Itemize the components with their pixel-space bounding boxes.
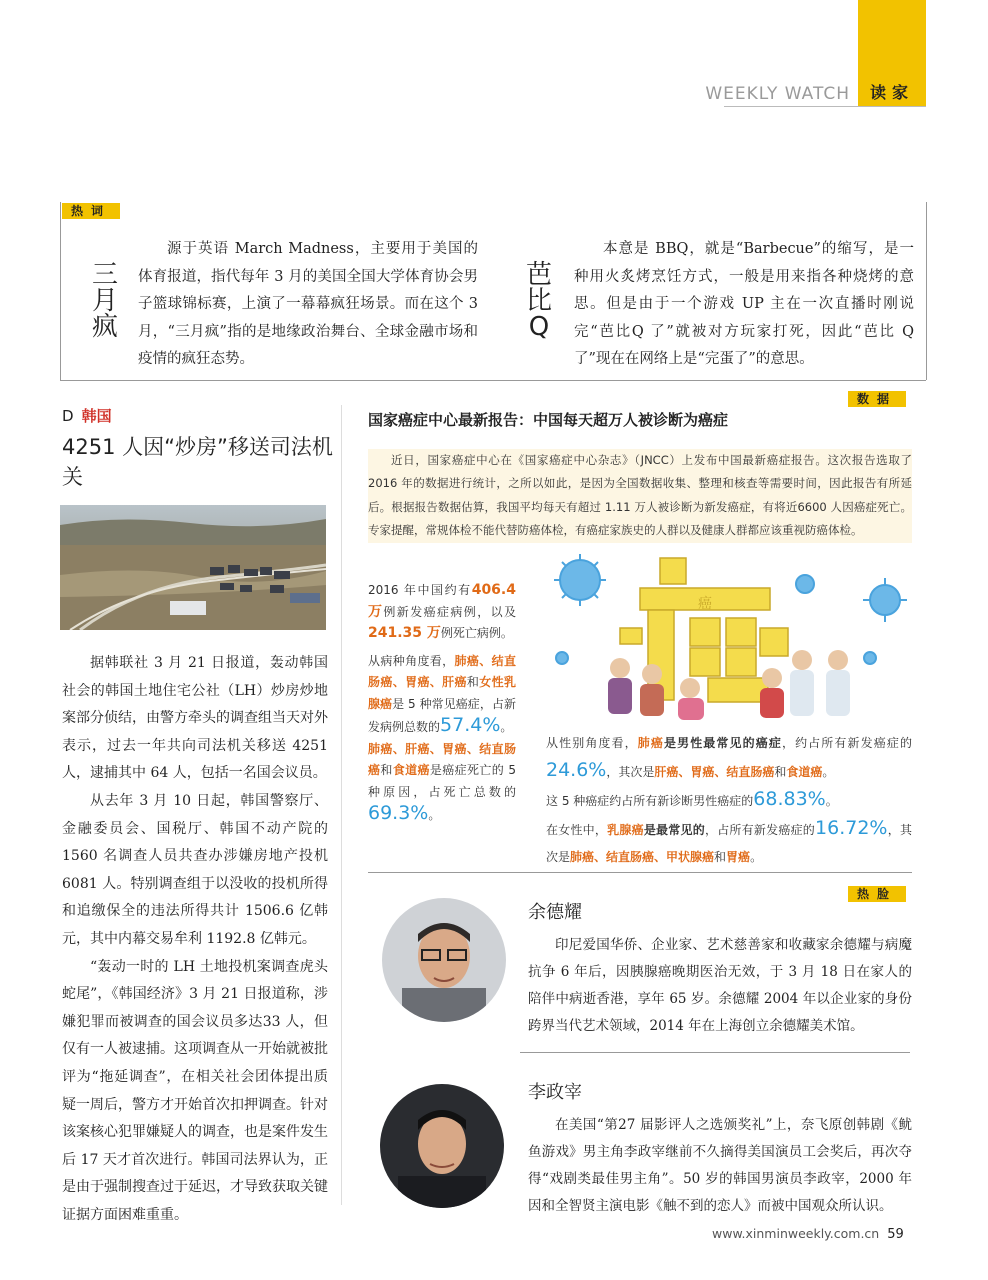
data-title: 国家癌症中心最新报告：中国每天超万人被诊断为癌症	[368, 411, 729, 429]
column-divider	[341, 405, 342, 1205]
hot-word-title: 芭 比 Q	[525, 260, 552, 342]
article-headline: 4251 人因“炒房”移送司法机关	[62, 435, 333, 489]
column-label: 读家	[858, 80, 926, 106]
page-number: 59	[887, 1227, 904, 1242]
person-bio: 在美国“第27 届影评人之选颁奖礼”上，奈飞原创韩剧《鱿鱼游戏》男主角李政宰继前不久摘得美国演员工会奖后，再次夺得“戏剧类最佳男主角”。50 岁的韩国男演员李政宰，2000 年因和全智贤主演电影《触不到的恋人》而被中国观众所认识。	[528, 1117, 912, 1214]
data-stats-right: 从性别角度看，肺癌是男性最常见的癌症，约占所有新发癌症的24.6%，其次是肝癌、胃癌、结直肠癌和食道癌。 这 5 种癌症约占所有新诊断男性癌症的68.83%。 在女性中，乳腺癌是最常见的，占所有新发癌症的16.72%，其次是肺癌、结直肠癌、甲状腺癌和胃癌。	[546, 736, 912, 864]
divider	[926, 202, 927, 380]
hot-word-text: 源于英语 March Madness，主要用于美国的体育报道，指代每年 3 月的美国全国大学体育协会男子篮球锦标赛，上演了一幕幕疯狂场景。而在这个 3 月，“三月疯”指的是地缘政治舞台、全球金融市场和疫情的疯狂态势。	[138, 241, 478, 367]
divider	[60, 202, 61, 380]
person-name: 余德耀	[528, 902, 582, 923]
data-intro: 近日，国家癌症中心在《国家癌症中心杂志》（JNCC）上发布中国最新癌症报告。这次报告选取了 2016 年的数据进行统计，之所以如此，是因为全国数据收集、整理和核查等需要时间，因此报告有所延后。根据报告数据估算，我国平均每天有超过 1.11 万人被诊断为新发癌症，有将近6600 人因癌症死亡。专家提醒，常规体检不能代替防癌体检，有癌症家族史的人群以及健康人群都应该重视防癌体检。	[368, 449, 912, 543]
person-name: 李政宰	[528, 1082, 582, 1103]
divider	[368, 872, 912, 873]
hot-words-tag: 热词	[62, 203, 120, 219]
article-body: 据韩联社 3 月 21 日报道，轰动韩国社会的韩国土地住宅公社（LH）炒房炒地案部分侦结，由警方牵头的调查组当天对外表示，过去一年共向司法机关移送 4251 人，逮捕其中 64 人，包括一名国会议员。 从去年 3 月 10 日起，韩国警察厅、金融委员会、国税厅、韩国不动产院的 1560 名调查人员共查办涉嫌房地产投机 6081 人。特别调查组于以没收的投机所得和追缴保全的违法所得共计 1506.6 亿韩元，其中内幕交易牟利 1192.8 亿韩元。 “轰动一时的 LH 土地投机案调查虎头蛇尾”，《韩国经济》3 月 21 日报道称，涉嫌犯罪而被调查的国会议员多达33 人，但仅有一人被逮捕。这项调查从一开始就被批评为“拖延调查”，在相关社会团体提出质疑一周后，警方才开始首次扣押调查。针对该案核心犯罪嫌疑人的调查，也是案件发生后 17 天才首次进行。韩国司法界认为，正是由于强制搜查过于延迟，才导致获取关键证据方面困难重重。	[62, 655, 328, 1223]
cancer-illustration	[540, 548, 912, 728]
portrait-photo	[382, 898, 506, 1022]
person-bio: 印尼爱国华侨、企业家、艺术慈善家和收藏家余德耀与病魔抗争 6 年后，因胰腺癌晚期医治无效，于 3 月 18 日在家人的陪伴中病逝香港，享年 65 岁。余德耀 2004 年以企业家的身份跨界当代艺术领域，2014 年在上海创立余德耀美术馆。	[528, 937, 912, 1034]
data-tag: 数据	[848, 391, 906, 407]
header-yellow-bar	[858, 0, 926, 80]
header-rule	[724, 106, 926, 107]
data-stats-left: 2016 年中国约有406.4 万例新发癌症病例，以及241.35 万例死亡病例。 从病种角度看，肺癌、结直肠癌、胃癌、肝癌和女性乳腺癌是 5 种常见癌症，占新发病例总数的57.4%。 肺癌、肝癌、胃癌、结直肠癌和食道癌是癌症死亡的 5 种原因，占死亡总数的69.3%。	[368, 582, 516, 824]
svg-text:癌: 癌	[698, 596, 712, 612]
hot-faces-tag: 热脸	[848, 886, 906, 902]
hot-word-text: 本意是 BBQ，就是“Barbecue”的缩写，是一种用火炙烤烹饪方式，一般是用来指各种烧烤的意思。但是由于一个游戏 UP 主在一次直播时刚说完“芭比Q 了”就被对方玩家打死，因此“芭比 Q 了”现在在网络上是“完蛋了”的意思。	[574, 241, 914, 367]
page-footer	[712, 1226, 904, 1242]
aerial-photo	[60, 505, 326, 630]
hot-word-title: 三 月 疯	[91, 260, 118, 342]
section-label: D 韩国	[62, 407, 112, 425]
portrait-photo	[380, 1084, 504, 1208]
weekly-watch-label: WEEKLY WATCH	[705, 84, 850, 104]
divider	[60, 380, 926, 381]
divider	[520, 1052, 910, 1053]
site-url: www.xinminweekly.com.cn	[712, 1226, 880, 1241]
